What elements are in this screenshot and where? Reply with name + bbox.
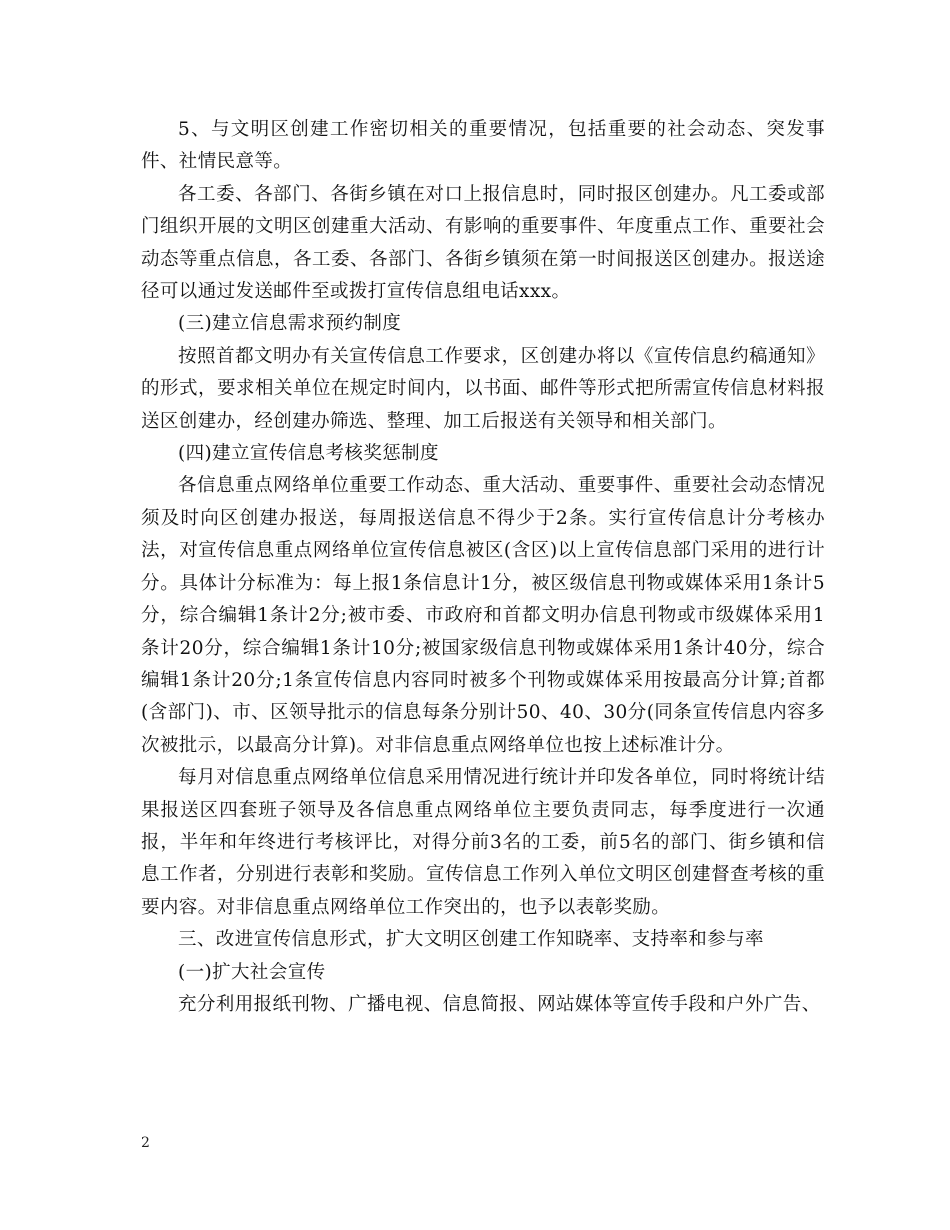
paragraph-info-request: 按照首都文明办有关宣传信息工作要求，区创建办将以《宣传信息约稿通知》的形式，要求相关单位在规定时间内，以书面、邮件等形式把所需宣传信息材料报送区创建办，经创建办筛选、整理、加工后报送有关领导和相关部门。 [141,345,825,432]
page-number: 2 [141,1135,150,1151]
section-heading-4: (四)建立宣传信息考核奖惩制度 [178,443,439,465]
section-heading-three: 三、改进宣传信息形式，扩大文明区创建工作知晓率、支持率和参与率 [178,929,764,951]
paragraph-scoring-rules: 各信息重点网络单位重要工作动态、重大活动、重要事件、重要社会动态情况须及时向区创建办报送，每周报送信息不得少于2条。实行宣传信息计分考核办法，对宣传信息重点网络单位宣传信息被区(含区)以上宣传信息部门采用的进行计分。具体计分标准为：每上报1条信息计1分，被区级信息刊物或媒体采用1条计5分，综合编辑1条计2分;被市委、市政府和首都文明办信息刊物或市级媒体采用1条计20分，综合编辑1条计10分;被国家级信息刊物或媒体采用1条计40分，综合编辑1条计20分;1条宣传信息内容同时被多个刊物或媒体采用按最高分计算;首都(含部门)、市、区领导批示的信息每条分别计50、40、30分(同条宣传信息内容多次被批示，以最高分计算)。对非信息重点网络单位也按上述标准计分。 [141,475,825,756]
paragraph-monthly-review: 每月对信息重点网络单位信息采用情况进行统计并印发各单位，同时将统计结果报送区四套班子领导及各信息重点网络单位主要负责同志，每季度进行一次通报，半年和年终进行考核评比，对得分前3名的工委，前5名的部门、街乡镇和信息工作者，分别进行表彰和奖励。宣传信息工作列入单位文明区创建督查考核的重要内容。对非信息重点网络单位工作突出的，也予以表彰奖励。 [141,767,825,918]
paragraph-social-publicity: 充分利用报纸刊物、广播电视、信息简报、网站媒体等宣传手段和户外广告、 [178,993,821,1015]
paragraph-item-5: 5、与文明区创建工作密切相关的重要情况，包括重要的社会动态、突发事件、社情民意等。 [141,119,825,173]
section-heading-3: (三)建立信息需求预约制度 [178,313,402,335]
document-body [141,114,825,1021]
paragraph-reporting-rule: 各工委、各部门、各街乡镇在对口上报信息时，同时报区创建办。凡工委或部门组织开展的文明区创建重大活动、有影响的重要事件、年度重点工作、重要社会动态等重点信息，各工委、各部门、各街乡镇须在第一时间报送区创建办。报送途径可以通过发送邮件至或拨打宣传信息组电话xxx。 [141,183,825,303]
subsection-heading-1: (一)扩大社会宣传 [178,961,326,983]
